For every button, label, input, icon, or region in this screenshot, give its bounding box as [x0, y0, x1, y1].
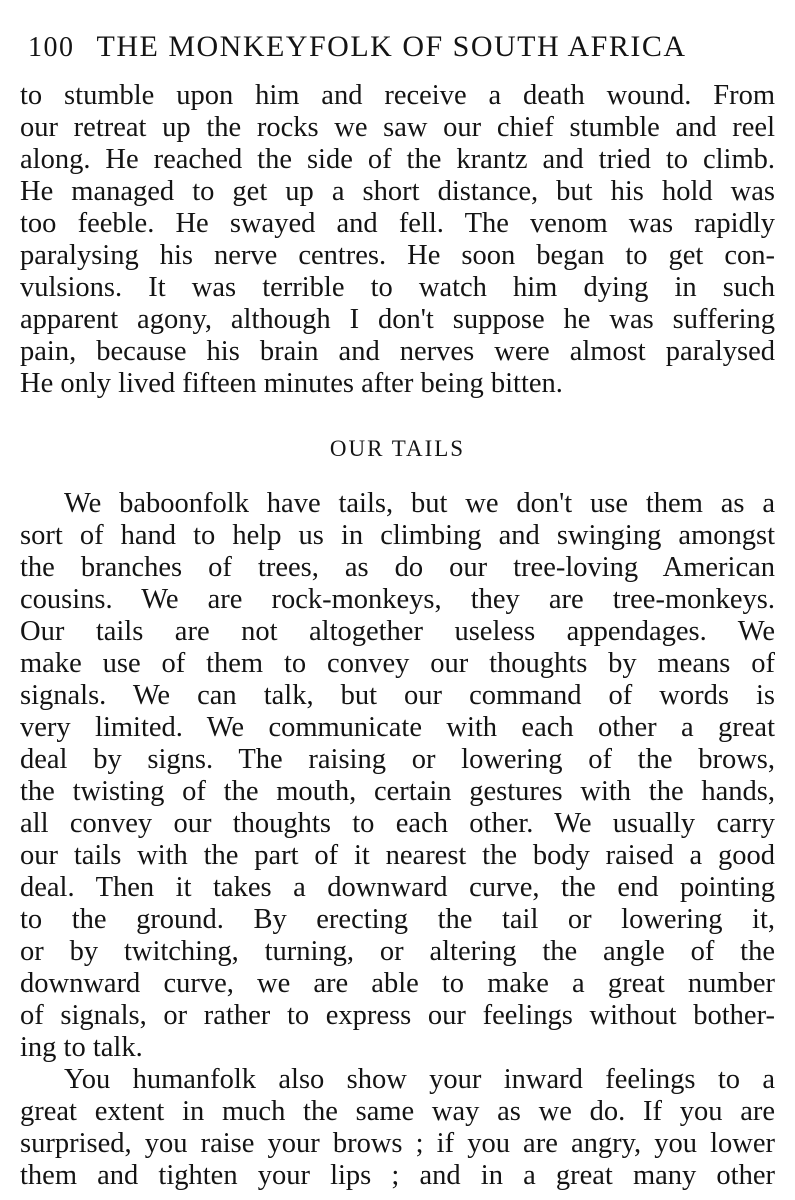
text-line: vulsions. It was terrible to watch him dying in such — [20, 272, 775, 303]
text-line: sort of hand to help us in climbing and swinging amongst — [20, 520, 775, 551]
text-line: pain, because his brain and nerves were almost paralysed — [20, 336, 775, 367]
text-line: cousins. We are rock-monkeys, they are tree-monkeys. — [20, 584, 775, 615]
text-line: to the ground. By erecting the tail or lowering it, — [20, 904, 775, 935]
text-line: our tails with the part of it nearest the body raised a good — [20, 840, 775, 871]
text-line: He only lived fifteen minutes after being bitten. — [20, 368, 563, 399]
section-heading: OUR TAILS — [329, 436, 466, 461]
running-title: THE MONKEYFOLK OF SOUTH AFRICA — [96, 30, 687, 63]
text-line: We baboonfolk have tails, but we don't use them as a — [64, 488, 775, 519]
text-line: He managed to get up a short distance, but his hold was — [20, 176, 775, 207]
text-line: make use of them to convey our thoughts by means of — [20, 648, 775, 679]
text-line: great extent in much the same way as we do. If you are — [20, 1096, 775, 1127]
text-line: very limited. We communicate with each other a great — [20, 712, 775, 743]
text-line: the twisting of the mouth, certain gestures with the hands, — [20, 776, 775, 807]
text-line: signals. We can talk, but our command of words is — [20, 680, 775, 711]
text-line: all convey our thoughts to each other. We usually carry — [20, 808, 775, 839]
text-line: Our tails are not altogether useless appendages. We — [20, 616, 775, 647]
text-line: You humanfolk also show your inward feelings to a — [64, 1064, 775, 1095]
text-line: surprised, you raise your brows ; if you are angry, you lower — [20, 1128, 775, 1159]
text-line: or by twitching, turning, or altering the angle of the — [20, 936, 775, 967]
text-line: our retreat up the rocks we saw our chief stumble and reel — [20, 112, 775, 143]
text-line: apparent agony, although I don't suppose he was suffering — [20, 304, 775, 335]
text-line: them and tighten your lips ; and in a great many other — [20, 1160, 775, 1191]
text-line: paralysing his nerve centres. He soon began to get con- — [20, 240, 775, 271]
text-line: too feeble. He swayed and fell. The venom was rapidly — [20, 208, 775, 239]
text-line: the branches of trees, as do our tree-loving American — [20, 552, 775, 583]
text-line: ing to talk. — [20, 1032, 143, 1063]
text-line: along. He reached the side of the krantz and tried to climb. — [20, 144, 775, 175]
page-number: 100 — [28, 32, 75, 63]
text-line: deal. Then it takes a downward curve, the end pointing — [20, 872, 775, 903]
text-line: downward curve, we are able to make a great number — [20, 968, 775, 999]
text-line: deal by signs. The raising or lowering of the brows, — [20, 744, 775, 775]
text-line: to stumble upon him and receive a death wound. From — [20, 80, 775, 111]
text-line: of signals, or rather to express our feelings without bother- — [20, 1000, 775, 1031]
running-header — [28, 30, 755, 70]
